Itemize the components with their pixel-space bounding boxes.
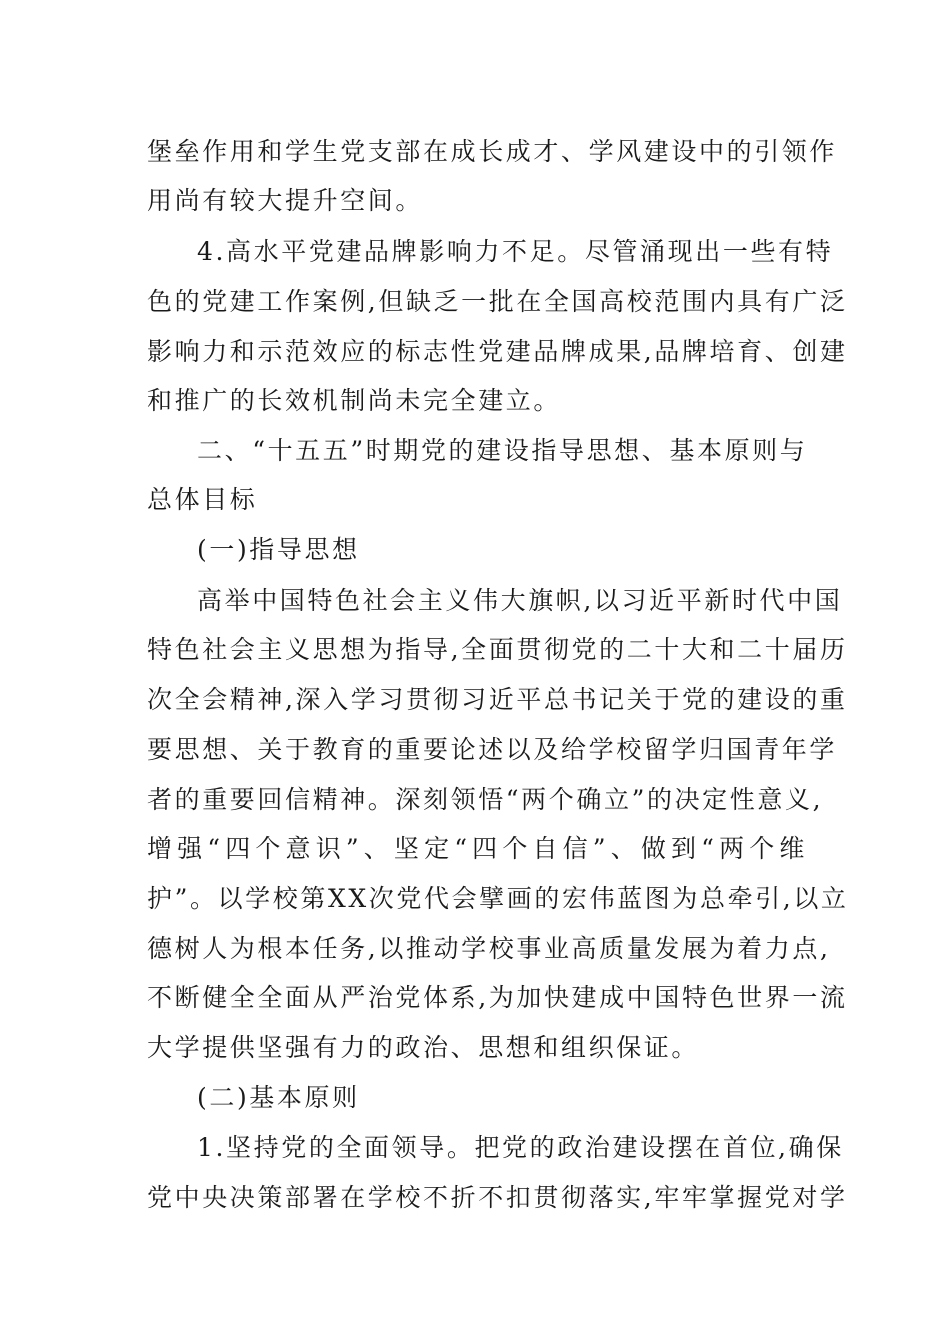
paragraph-line-16: 大学提供坚强有力的政治、思想和组织保证。 [147,1033,700,1062]
paragraph-line-11: 者的重要回信精神。深刻领悟“两个确立”的决定性意义, [147,785,824,814]
paragraph-line-10: 要思想、关于教育的重要论述以及给学校留学归国青年学 [147,735,838,764]
paragraph-line-13: 护”。以学校第XX次党代会擘画的宏伟蓝图为总牵引,以立 [147,884,849,913]
subsection-heading-basic-principles: (二)基本原则 [197,1083,360,1112]
paragraph-line-9: 次全会精神,深入学习贯彻习近平总书记关于党的建设的重 [147,685,848,714]
paragraph-line-4: 色的党建工作案例,但缺乏一批在全国高校范围内具有广泛 [147,287,848,316]
paragraph-line-12: 增强“四个意识”、坚定“四个自信”、做到“两个维 [147,834,807,863]
section-heading-line-1: 二、“十五五”时期党的建设指导思想、基本原则与 [197,436,808,465]
paragraph-line-15: 不断健全全面从严治党体系,为加快建成中国特色世界一流 [147,983,848,1012]
paragraph-line-2: 用尚有较大提升空间。 [147,186,424,215]
subsection-heading-guiding-thought: (一)指导思想 [197,535,360,564]
paragraph-line-3: 4.高水平党建品牌影响力不足。尽管涌现出一些有特 [197,237,834,266]
section-heading-line-2: 总体目标 [147,485,258,514]
paragraph-line-14: 德树人为根本任务,以推动学校事业高质量发展为着力点, [147,934,831,963]
paragraph-line-1: 堡垒作用和学生党支部在成长成才、学风建设中的引领作 [147,137,838,166]
paragraph-line-18: 党中央决策部署在学校不折不扣贯彻落实,牢牢掌握党对学 [147,1183,848,1212]
paragraph-line-5: 影响力和示范效应的标志性党建品牌成果,品牌培育、创建 [147,337,848,366]
paragraph-line-8: 特色社会主义思想为指导,全面贯彻党的二十大和二十届历 [147,635,848,664]
paragraph-line-7: 高举中国特色社会主义伟大旗帜,以习近平新时代中国 [197,586,843,615]
paragraph-line-6: 和推广的长效机制尚未完全建立。 [147,386,562,415]
paragraph-line-17: 1.坚持党的全面领导。把党的政治建设摆在首位,确保 [197,1133,844,1162]
